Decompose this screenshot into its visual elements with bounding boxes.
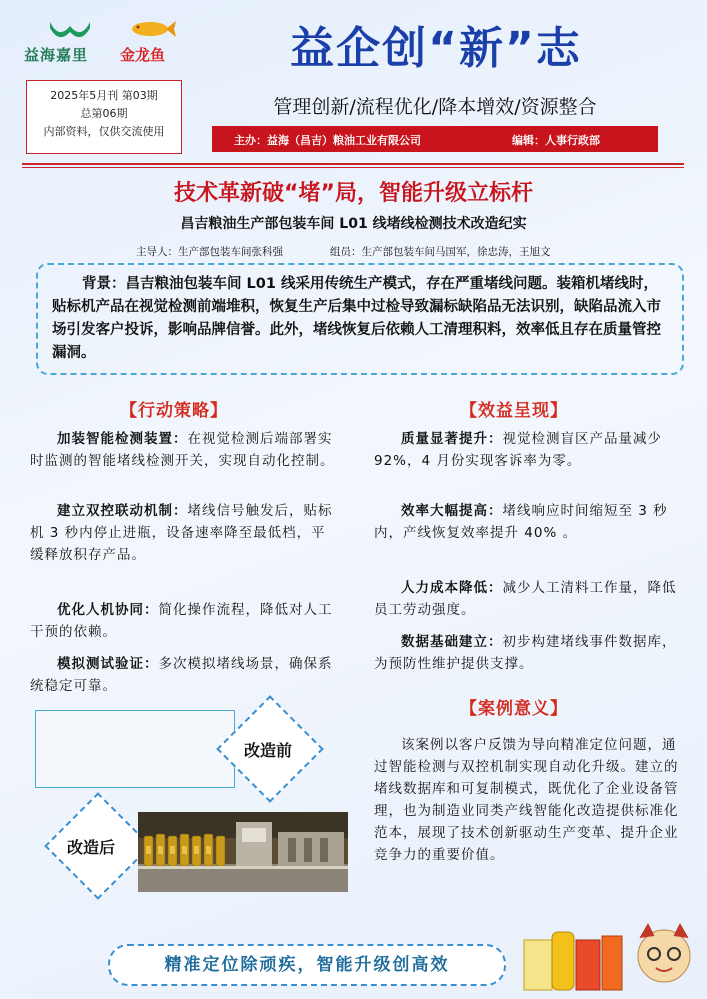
benefit-item — [374, 500, 684, 544]
article-headline: 技术革新破“堵”局，智能升级立标杆 — [174, 181, 533, 206]
before-label: 改造前 — [244, 741, 293, 760]
leader-text: 主导人：生产部包装车间张科强 — [136, 246, 283, 258]
strategy-heading: 【行动策略】 — [120, 401, 228, 421]
strategy-item-title: 优化人机协同： — [57, 602, 159, 618]
strategy-item — [30, 500, 340, 566]
footer-slogan: 精准定位除顽疾，智能升级创高效 — [108, 944, 506, 986]
strategy-item-body: 多次模拟堵线场景，确保系统稳定可靠。 — [30, 656, 333, 694]
editor-text: 编辑：人事行政部 — [512, 134, 600, 147]
benefit-item-title: 人力成本降低： — [401, 580, 503, 596]
issue-note: 内部资料，仅供交流使用 — [43, 125, 165, 138]
logo2-text: 金龙鱼 — [120, 46, 166, 64]
yihai-kerry-logo — [24, 18, 116, 68]
issue-total: 总第06期 — [80, 107, 128, 120]
article-subheadline: 昌吉粮油生产部包装车间 L01 线堵线检测技术改造纪实 — [180, 216, 527, 232]
strategy-item-title: 建立双控联动机制： — [57, 503, 188, 519]
after-label: 改造后 — [67, 838, 116, 857]
strategy-item-body: 简化操作流程，降低对人工干预的依赖。 — [30, 602, 333, 640]
strategy-item-body: 堵线信号触发后，贴标机 3 秒内停止进瓶，设备速率降至最低档，平缓释放积存产品。 — [30, 503, 333, 563]
masthead-subtitle: 管理创新/流程优化/降本增效/资源整合 — [273, 96, 597, 118]
strategy-item-body: 在视觉检测后端部署实时监测的智能堵线检测开关，实现自动化控制。 — [30, 431, 335, 469]
masthead-title: 益企创“新”志 — [290, 23, 582, 74]
benefit-item-body: 减少人工清料工作量，降低员工劳动强度。 — [374, 580, 677, 618]
benefit-item-body: 视觉检测盲区产品量减少 92%，4 月份实现客诉率为零。 — [374, 431, 662, 469]
benefit-item-body: 堵线响应时间缩短至 3 秒内，产线恢复效率提升 40% 。 — [374, 503, 668, 541]
header-divider — [22, 163, 684, 165]
benefit-item-body: 初步构建堵线事件数据库，为预防性维护提供支撑。 — [374, 634, 677, 672]
strategy-item — [30, 599, 340, 643]
team-text: 组员：生产部包装车间马国军，徐忠涛，王旭文 — [330, 246, 551, 258]
benefit-item — [374, 631, 684, 675]
significance-heading: 【案例意义】 — [460, 699, 568, 719]
sponsor-bar — [212, 126, 658, 152]
benefit-item-title: 效率大幅提高： — [401, 503, 503, 519]
logo1-text: 益海嘉里 — [24, 46, 89, 64]
issue-date: 2025年5月刊 第03期 — [50, 89, 158, 102]
benefit-item — [374, 428, 684, 472]
strategy-item — [30, 653, 340, 697]
strategy-item-title: 加装智能检测装置： — [57, 431, 188, 447]
benefit-item-title: 质量显著提升： — [401, 431, 503, 447]
strategy-item — [30, 428, 340, 472]
issue-info-box — [26, 80, 182, 154]
benefit-item — [374, 577, 684, 621]
mascot-products-icon — [520, 918, 700, 996]
sponsor-text: 主办：益海（昌吉）粮油工业有限公司 — [234, 134, 421, 147]
after-photo — [138, 812, 348, 892]
before-photo — [35, 710, 235, 788]
background-box: 背景：昌吉粮油包装车间 L01 线采用传统生产模式，存在严重堵线问题。装箱机堵线时，贴标机产品在视觉检测前端堆积，恢复生产后集中过检导致漏标缺陷品无法识别，缺陷品流入市场引发客户投诉，影响品牌信誉。此外，堵线恢复后依赖人工清理积料，效率低且存在质量管控漏洞。 — [36, 263, 684, 375]
benefits-heading: 【效益呈现】 — [460, 401, 568, 421]
arawana-logo — [120, 18, 182, 68]
production-line-image — [138, 812, 348, 892]
benefit-item-title: 数据基础建立： — [401, 634, 503, 650]
wave-logo-icon — [48, 18, 92, 42]
golden-fish-icon — [126, 18, 176, 40]
header-divider-thin — [22, 167, 684, 168]
strategy-item-title: 模拟测试验证： — [57, 656, 159, 672]
significance-body: 该案例以客户反馈为导向精准定位问题，通过智能检测与双控机制实现自动化升级。建立的堵线数据库和可复制模式，既优化了企业设备管理，也为制造业同类产线智能化改造提供标准化范本，展现了技术创新驱动生产变革、提升企业竞争力的重要价值。 — [374, 737, 679, 863]
